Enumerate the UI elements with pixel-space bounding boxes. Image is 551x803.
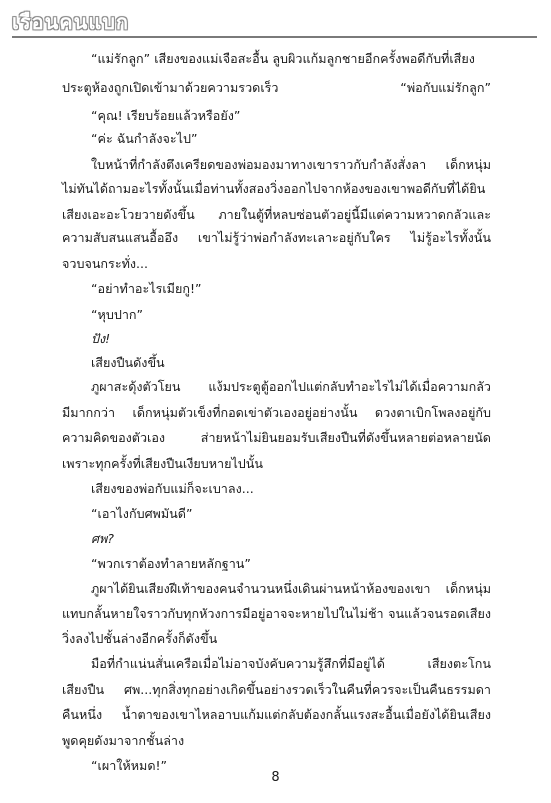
text-line: “คุณ! เรียบร้อยแล้วหรือยัง” [91, 108, 241, 123]
text-line: “ค่ะ ฉันกำลังจะไป” [91, 131, 198, 146]
text-line: “แม่รักลูก” เสียงของแม่เจือสะอื้น ลูบผิวแก้มลูกชายอีกครั้งพอดีกับที่เสียง [91, 51, 475, 66]
text-line: คืนหนึ่ง น้ำตาของเขาไหลอาบแก้มแต่กลับต้องกลั้นแรงสะอื้นเมื่อยังได้ยินเสียง [62, 707, 491, 722]
text-line: ไม่ทันได้ถามอะไรทั้งนั้นเมื่อท่านทั้งสองวิ่งออกไปจากห้องของเขาพอดีกับที่ได้ยิน [62, 181, 486, 196]
text-line: เสียงเอะอะโวยวายดังขึ้น ภายในตู้ที่หลบซ่อนตัวอยู่นี้มีแต่ความหวาดกลัวและ [62, 207, 491, 222]
text-line: ภูผาได้ยินเสียงฝีเท้าของคนจำนวนหนึ่งเดินผ่านหน้าห้องของเขา เด็กหนุ่ม [91, 581, 491, 596]
text-line: เสียงของพ่อกับแม่ก็จะเบาลง... [91, 481, 254, 496]
text-line: มีมากกว่า เด็กหนุ่มตัวเข็งที่กอดเข่าตัวเองอยู่อย่างนั้น ดวงตาเบิกโพลงอยู่กับ [62, 405, 491, 420]
text-line: “พวกเราต้องทำลายหลักฐาน” [91, 556, 251, 571]
text-line: ความคิดของตัวเอง ส่ายหน้าไม่ยินยอมรับเสียงปืนที่ดังขึ้นหลายต่อหลายนัด [62, 430, 491, 445]
text-line: “เผาให้หมด!” [91, 758, 168, 773]
text-line: วิ่งลงไปชั้นล่างอีกครั้งก็ดังขึ้น [62, 631, 218, 646]
text-line: พูดคุยดังมาจากชั้นล่าง [62, 733, 185, 748]
text-line: เพราะทุกครั้งที่เสียงปืนเงียบหายไปนั้น [62, 456, 264, 471]
text-line: ความสับสนแสนอื้ออึง เขาไม่รู้ว่าพ่อกำลังทะเลาะอยู่กับใคร ไม่รู้อะไรทั้งนั้น [62, 230, 491, 245]
text-line: ประตูห้องถูกเปิดเข้ามาด้วยความรวดเร็ว “พ่อกับแม่รักลูก” [62, 80, 491, 95]
text-line: เสียงปืนดังขึ้น [91, 355, 165, 370]
text-line: ศพ? [91, 531, 114, 546]
text-line: ใบหน้าที่กำลังตึงเครียดของพ่อมองมาทางเขาราวกับกำลังสั่งลา เด็กหนุ่ม [91, 157, 491, 172]
publisher-logo: เรือนคนแบก [12, 10, 130, 34]
text-line: มือที่กำแน่นสั่นเครือเมื่อไม่อาจบังคับความรู้สึกที่มีอยู่ได้ เสียงตะโกน [91, 656, 491, 671]
text-line: แทบกลั้นหายใจราวกับทุกหัวงการมีอยู่อาจจะหายไปในไม่ช้า จนแล้วจนรอดเสียง [62, 606, 491, 621]
text-line: ปัง! [91, 331, 111, 346]
text-line: “เอาไงกับศพมันดี” [91, 506, 193, 521]
page-number: 8 [271, 770, 280, 785]
text-line: “อย่าทำอะไรเมียกู!” [91, 281, 202, 296]
text-line: ภูผาสะดุ้งตัวโยน แง้มประตูตู้ออกไปแต่กลับทำอะไรไม่ได้เมื่อความกลัว [91, 379, 491, 394]
text-line: เสียงปืน ศพ...ทุกสิ่งทุกอย่างเกิดขึ้นอย่างรวดเร็วในคืนที่ควรจะเป็นคืนธรรมดา [62, 682, 491, 697]
text-line: “หุบปาก” [91, 307, 144, 322]
text-line: จวบจนกระทั่ง... [62, 256, 149, 271]
